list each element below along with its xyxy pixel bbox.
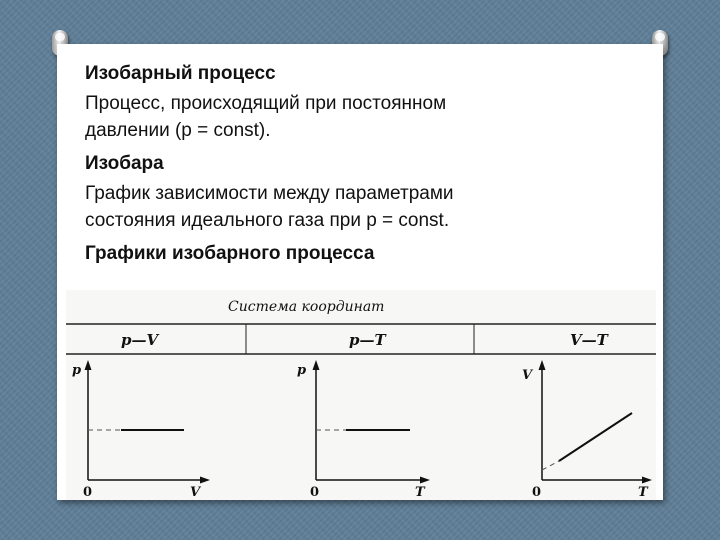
graph-pv-y-label: p [72, 363, 82, 378]
graph-pv-y-arrow-icon [85, 360, 92, 370]
isobar-line-2: состояния идеального газа при p = const. [85, 210, 450, 231]
graph-vt-dashed-guide [542, 461, 559, 470]
graph-vt-origin: 0 [532, 485, 542, 500]
graph-pt [297, 360, 430, 500]
graph-vt-y-label: V [522, 368, 533, 383]
graph-vt-x-label: T [638, 485, 648, 500]
definition-line-1: Процесс, происходящий при постоянном [85, 93, 447, 114]
column-header-pt: p—T [349, 331, 386, 349]
heading-graphs: Графики изобарного процесса [85, 243, 375, 264]
graph-pt-origin: 0 [310, 485, 320, 500]
graph-pt-x-label: T [415, 485, 425, 500]
heading-isobaric-process: Изобарный процесс [85, 63, 276, 84]
graph-pt-y-arrow-icon [313, 360, 320, 370]
figure-caption: Система координат [228, 299, 385, 315]
graph-vt-isobar-line [559, 413, 632, 461]
graph-vt-y-arrow-icon [539, 360, 546, 370]
graph-pv-origin: 0 [83, 485, 93, 500]
graph-pt-y-label: p [297, 363, 307, 378]
coordinate-systems-figure [66, 290, 656, 500]
isobar-line-1: График зависимости между параметрами [85, 183, 454, 204]
graph-pt-x-arrow-icon [420, 477, 430, 484]
slide-text [85, 60, 645, 267]
definition-line-2: давлении (p = const). [85, 120, 271, 141]
graph-vt [522, 360, 652, 500]
heading-isobar: Изобара [85, 153, 164, 174]
graph-pv-x-arrow-icon [200, 477, 210, 484]
graph-vt-x-arrow-icon [642, 477, 652, 484]
definition-isobar [85, 177, 645, 234]
graph-pv [72, 360, 210, 500]
definition-isobaric-process [85, 87, 645, 144]
graph-pv-x-label: V [190, 485, 201, 500]
graphs-svg [66, 290, 656, 500]
column-header-pv: p—V [121, 331, 159, 349]
column-header-vt: V—T [570, 331, 608, 349]
